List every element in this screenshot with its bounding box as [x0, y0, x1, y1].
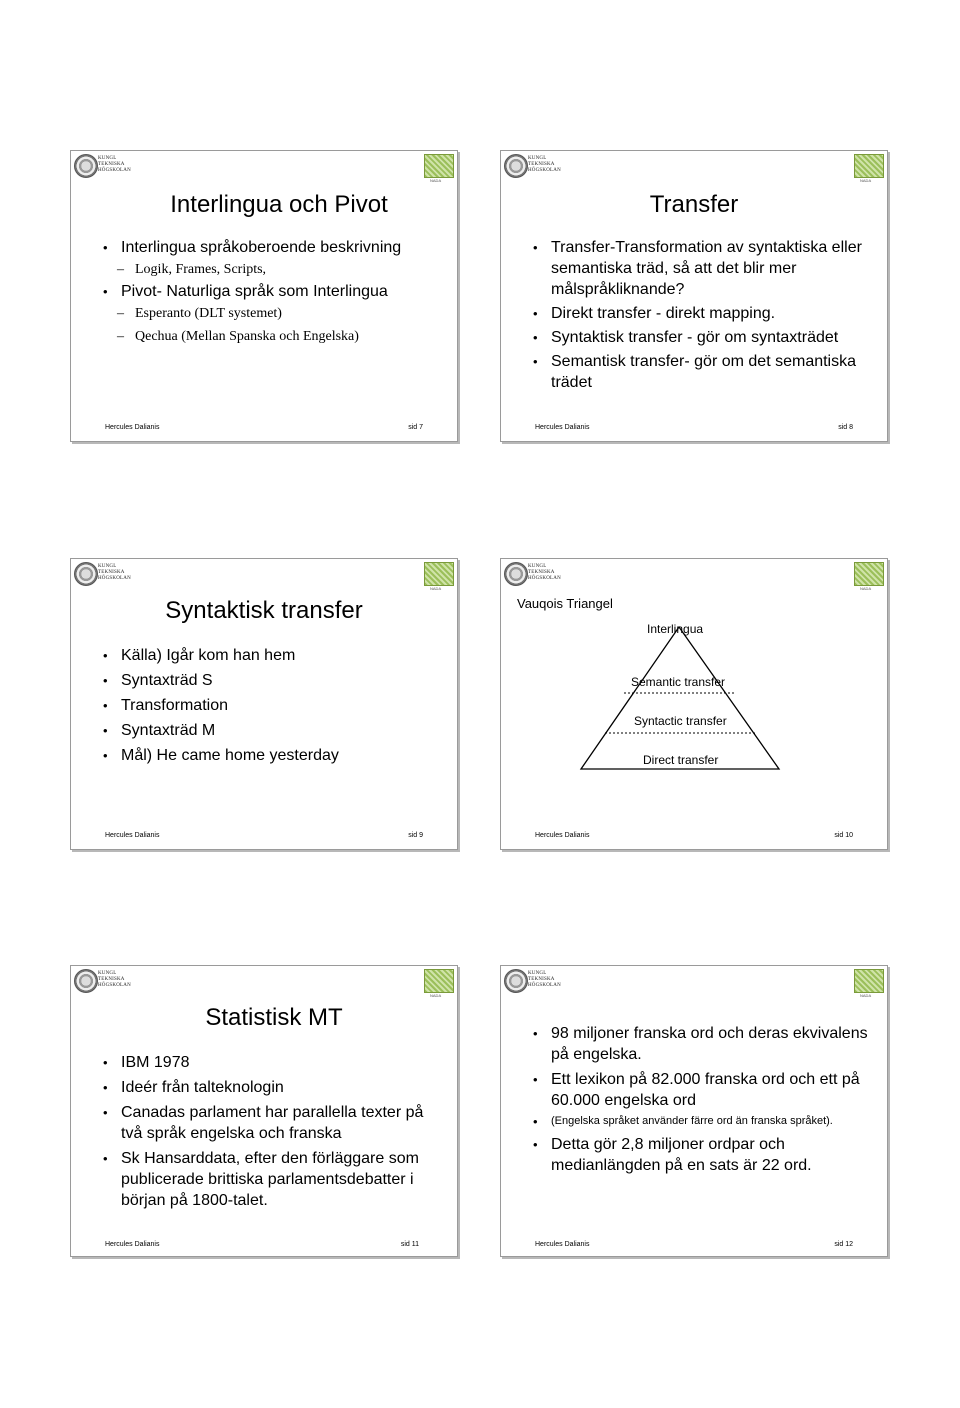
nada-logo-icon [854, 154, 884, 178]
nada-caption: NADA [430, 586, 442, 591]
bullet-item: • Transformation [101, 693, 441, 718]
bullet-list [531, 1023, 871, 1176]
nada-logo-icon [854, 969, 884, 993]
kth-line-2: TEKNISKA [98, 977, 125, 982]
nada-caption: NADA [860, 993, 872, 998]
kth-logo [74, 562, 134, 592]
nada-logo [424, 969, 454, 1001]
kth-line-1: KUNGL [528, 971, 547, 976]
kth-line-3: HÖGSKOLAN [98, 168, 131, 173]
nada-logo-icon [424, 562, 454, 586]
bullet-item: • Syntaxträd S [101, 668, 441, 693]
sub-bullet-item: – Logik, Frames, Scripts, [101, 258, 451, 281]
footer-author: Hercules Dalianis [535, 424, 590, 431]
nada-logo [854, 969, 884, 1001]
sub-bullet-item: – Qechua (Mellan Spanska och Engelska) [101, 325, 451, 348]
footer-page-number: sid 11 [400, 1241, 419, 1248]
kth-line-3: HÖGSKOLAN [528, 983, 561, 988]
kth-line-2: TEKNISKA [98, 570, 125, 575]
footer-page-number: sid 10 [834, 832, 853, 839]
kth-line-3: HÖGSKOLAN [528, 168, 561, 173]
slide-title: Transfer [649, 191, 739, 218]
bullet-item: • Semantisk transfer- gör om det semantiska trädet [531, 351, 871, 393]
nada-logo [424, 154, 454, 186]
bullet-item: • Detta gör 2,8 miljoner ordpar och medianlängden på en sats är 22 ord. [531, 1134, 871, 1176]
nada-caption: NADA [430, 178, 442, 183]
bullet-item: • Sk Hansarddata, efter den förläggare som publicerade brittiska parlamentsdebatter i början på 1800-talet. [101, 1148, 431, 1211]
bullet-item: • Canadas parlament har parallella texter på två språk engelska och franska [101, 1102, 431, 1144]
bullet-item: • Ideér från talteknologin [101, 1077, 431, 1098]
bullet-item: • Ett lexikon på 82.000 franska ord och ett på 60.000 engelska ord [531, 1069, 871, 1111]
kth-line-1: KUNGL [528, 156, 547, 161]
kth-logo [74, 969, 134, 999]
kth-line-1: KUNGL [528, 564, 547, 569]
interlingua-label: Interlingua [647, 622, 704, 636]
slide-10 [500, 558, 888, 850]
kth-line-1: KUNGL [98, 156, 117, 161]
kth-seal-icon [504, 154, 528, 178]
kth-line-1: KUNGL [98, 564, 117, 569]
bullet-item: • Mål) He came home yesterday [101, 743, 441, 768]
bullet-item: • Transfer-Transformation av syntaktiska eller semantiska träd, så att det blir mer målspråkliknande? [531, 237, 871, 300]
kth-line-3: HÖGSKOLAN [98, 983, 131, 988]
nada-logo [854, 154, 884, 186]
bullet-list [101, 1052, 431, 1211]
bullet-item: • Direkt transfer - direkt mapping. [531, 303, 871, 324]
kth-line-2: TEKNISKA [98, 162, 125, 167]
footer-page-number: sid 12 [834, 1241, 853, 1248]
slide-12 [500, 965, 888, 1257]
footer-author: Hercules Dalianis [105, 424, 160, 431]
footer-author: Hercules Dalianis [535, 832, 590, 839]
semantic-transfer-label: Semantic transfer [631, 675, 726, 689]
kth-seal-icon [74, 154, 98, 178]
kth-line-3: HÖGSKOLAN [98, 576, 131, 581]
kth-seal-icon [504, 969, 528, 993]
bullet-item: • 98 miljoner franska ord och deras ekvivalens på engelska. [531, 1023, 871, 1065]
syntactic-transfer-label: Syntactic transfer [634, 714, 727, 728]
nada-caption: NADA [860, 586, 872, 591]
footer-author: Hercules Dalianis [105, 1241, 160, 1248]
kth-logo [504, 969, 564, 999]
kth-line-2: TEKNISKA [528, 977, 555, 982]
slide-title: Interlingua och Pivot [170, 191, 388, 218]
slide-7 [70, 150, 458, 442]
kth-line-2: TEKNISKA [528, 570, 555, 575]
bullet-item: • Interlingua språkoberoende beskrivning [101, 237, 451, 258]
kth-seal-icon [74, 562, 98, 586]
bullet-item: • Pivot- Naturliga språk som Interlingua [101, 281, 451, 302]
kth-line-2: TEKNISKA [528, 162, 555, 167]
kth-logo [504, 154, 564, 184]
kth-line-3: HÖGSKOLAN [528, 576, 561, 581]
footer-author: Hercules Dalianis [105, 832, 160, 839]
slide-11 [70, 965, 458, 1257]
bullet-list [101, 237, 451, 348]
bullet-list [101, 643, 441, 768]
kth-line-1: KUNGL [98, 971, 117, 976]
footer-author: Hercules Dalianis [535, 1241, 590, 1248]
nada-caption: NADA [860, 178, 872, 183]
slide-title: Statistisk MT [205, 1004, 343, 1031]
nada-logo-icon [424, 969, 454, 993]
nada-caption: NADA [430, 993, 442, 998]
footer-page-number: sid 9 [408, 832, 423, 839]
vauquois-triangle [501, 559, 889, 851]
nada-logo-icon [424, 154, 454, 178]
kth-logo [74, 154, 134, 184]
bullet-item: • Källa) Igår kom han hem [101, 643, 441, 668]
bullet-list [531, 237, 871, 393]
bullet-item: • Syntaxträd M [101, 718, 441, 743]
footer-page-number: sid 7 [408, 424, 423, 431]
slide-title: Syntaktisk transfer [165, 597, 363, 624]
slide-8 [500, 150, 888, 442]
slide-title: Vauqois Triangel [517, 596, 613, 611]
sub-bullet-item: – Esperanto (DLT systemet) [101, 302, 451, 325]
nada-logo [424, 562, 454, 594]
footer-page-number: sid 8 [838, 424, 853, 431]
kth-seal-icon [74, 969, 98, 993]
triangle-outline [581, 627, 779, 769]
bullet-item: • (Engelska språket använder färre ord än franska språket). [531, 1113, 871, 1130]
direct-transfer-label: Direct transfer [643, 753, 719, 767]
bullet-item: • Syntaktisk transfer - gör om syntaxträdet [531, 327, 871, 348]
slide-9 [70, 558, 458, 850]
bullet-item: • IBM 1978 [101, 1052, 431, 1073]
